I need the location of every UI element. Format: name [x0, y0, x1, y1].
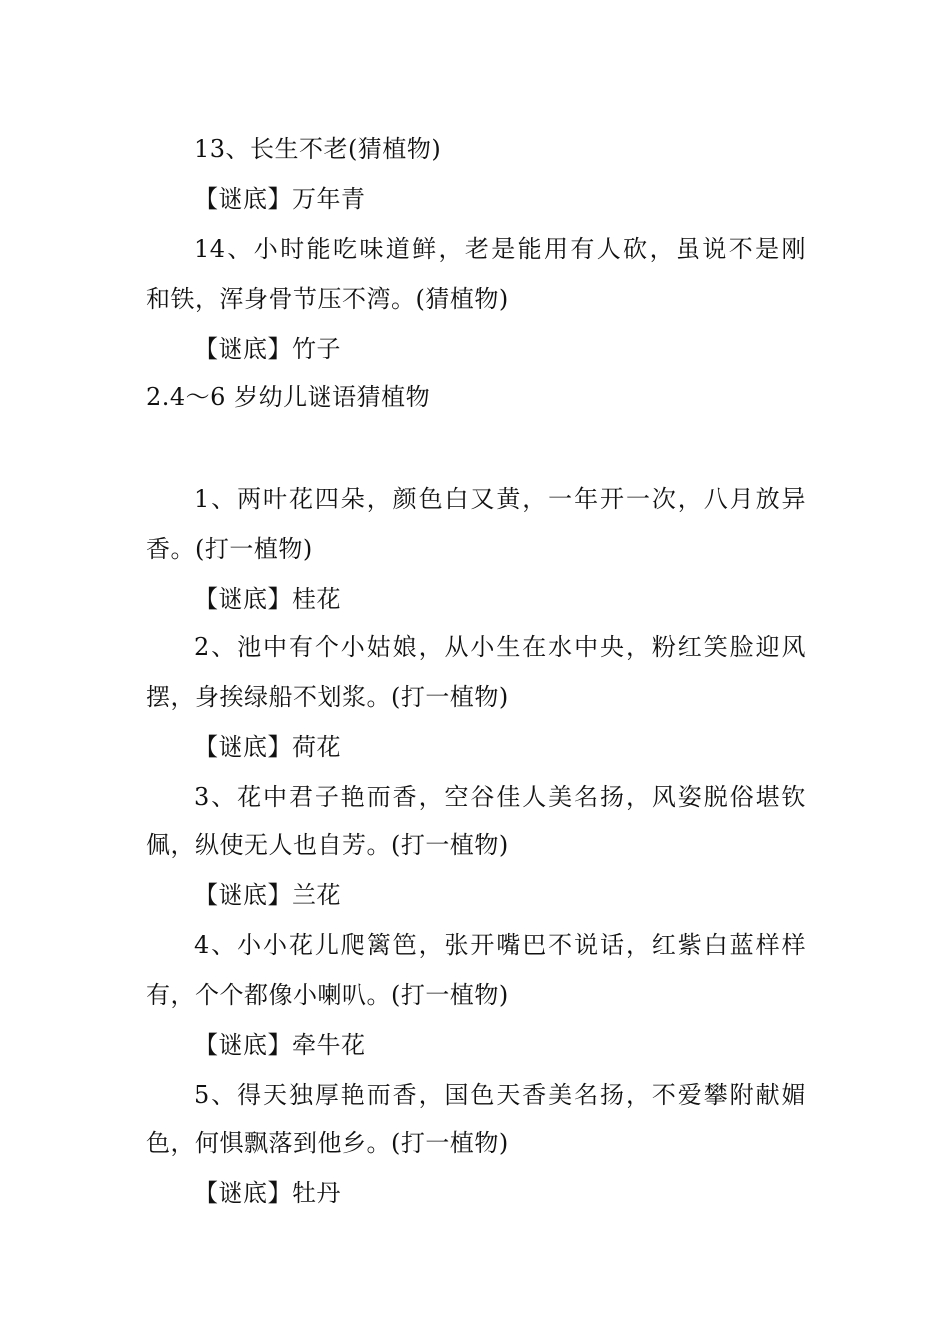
riddle-14-question-line-1: 14、小时能吃味道鲜，老是能用有人砍，虽说不是刚 [194, 235, 806, 263]
riddle-5-question-line-1: 5、得天独厚艳而香，国色天香美名扬，不爱攀附献媚 [194, 1081, 806, 1109]
riddle-14-answer: 【谜底】竹子 [194, 335, 341, 363]
riddle-14-question-line-2: 和铁，浑身骨节压不湾。(猜植物) [146, 285, 509, 313]
riddle-3-question-line-1: 3、花中君子艳而香，空谷佳人美名扬，风姿脱俗堪钦 [194, 783, 806, 811]
riddle-2-answer: 【谜底】荷花 [194, 733, 341, 761]
riddle-4-answer: 【谜底】牵牛花 [194, 1031, 366, 1059]
section-heading: 2.4～6 岁幼儿谜语猜植物 [146, 383, 431, 411]
riddle-1-question-line-1: 1、两叶花四朵，颜色白又黄，一年开一次，八月放异 [194, 485, 806, 513]
riddle-2-question-line-2: 摆，身挨绿船不划浆。(打一植物) [146, 683, 509, 711]
riddle-13-question: 13、长生不老(猜植物) [194, 135, 442, 163]
riddle-5-question-line-2: 色，何惧飘落到他乡。(打一植物) [146, 1129, 509, 1157]
riddle-2-question-line-1: 2、池中有个小姑娘，从小生在水中央，粉红笑脸迎风 [194, 633, 806, 661]
riddle-5-answer: 【谜底】牡丹 [194, 1179, 341, 1207]
riddle-1-answer: 【谜底】桂花 [194, 585, 341, 613]
riddle-3-question-line-2: 佩，纵使无人也自芳。(打一植物) [146, 831, 509, 859]
riddle-13-answer: 【谜底】万年青 [194, 185, 366, 213]
riddle-1-question-line-2: 香。(打一植物) [146, 535, 313, 563]
riddle-4-question-line-2: 有，个个都像小喇叭。(打一植物) [146, 981, 509, 1009]
riddle-4-question-line-1: 4、小小花儿爬篱笆，张开嘴巴不说话，红紫白蓝样样 [194, 931, 806, 959]
riddle-3-answer: 【谜底】兰花 [194, 881, 341, 909]
